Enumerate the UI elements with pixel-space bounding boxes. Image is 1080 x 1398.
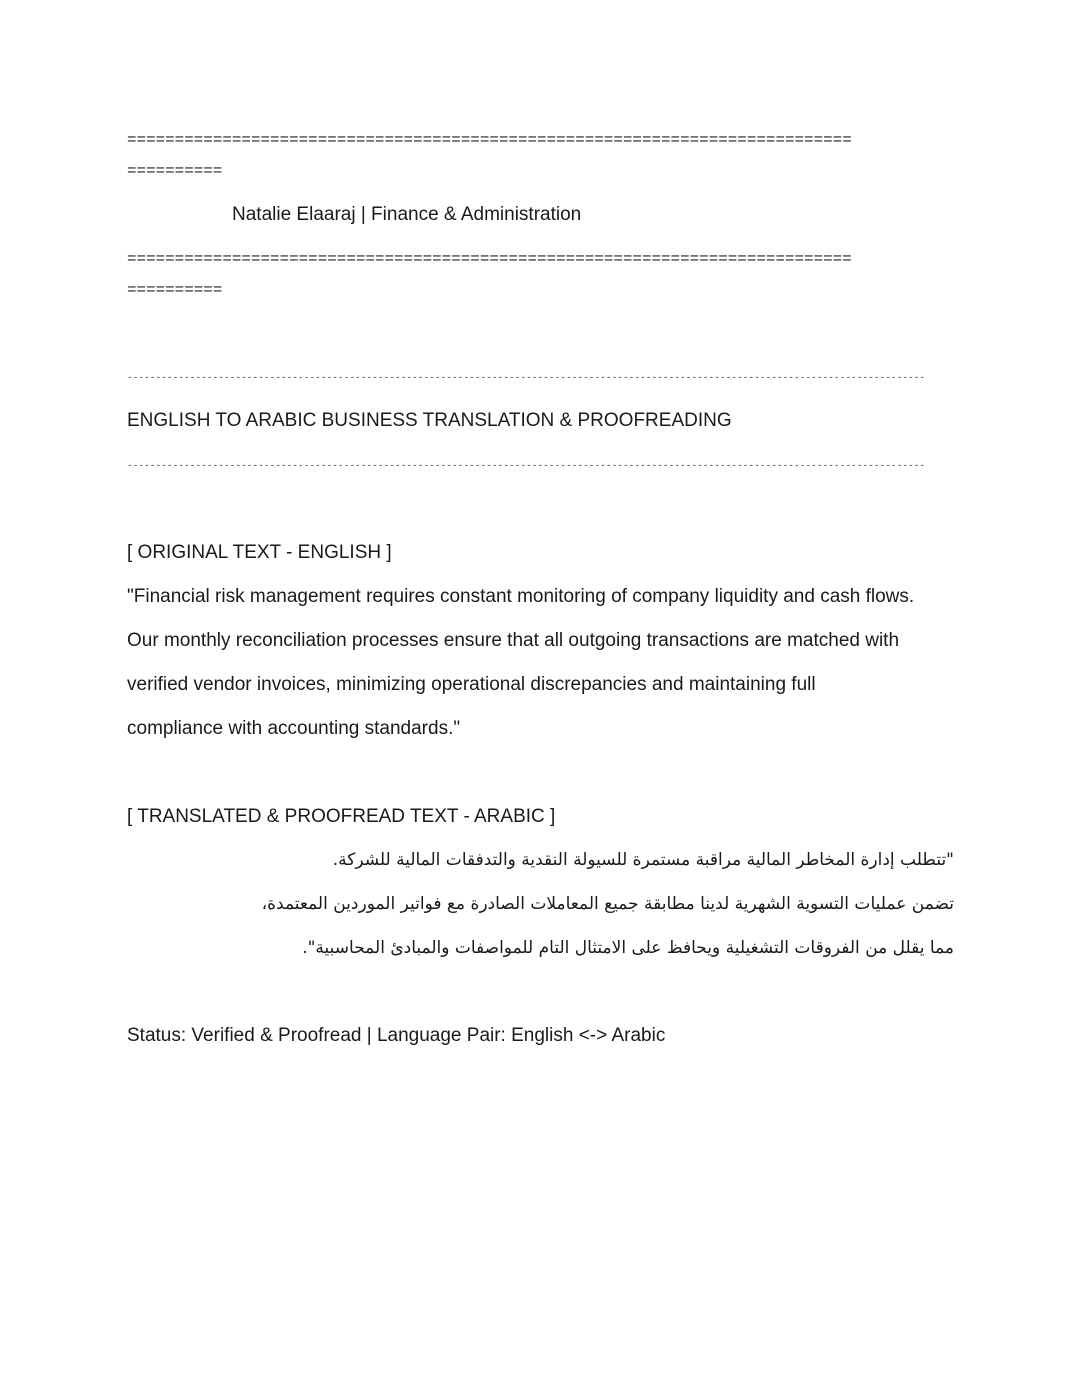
section-dash-top: -------------------------------------------------------------------------------------------------------------------------------------------- [127, 372, 926, 383]
status-line: Status: Verified & Proofread | Language Pair: English <-> Arabic [127, 1025, 666, 1046]
original-line: verified vendor invoices, minimizing operational discrepancies and maintaining full [127, 674, 816, 695]
original-line: compliance with accounting standards." [127, 718, 461, 739]
original-heading: [ ORIGINAL TEXT - ENGLISH ] [127, 542, 392, 563]
header-rule-bottom-1: ============================================================================ [127, 250, 852, 268]
original-line: Our monthly reconciliation processes ensure that all outgoing transactions are matched with [127, 630, 900, 651]
header-rule-bottom-2: ========== [127, 281, 223, 299]
original-line: "Financial risk management requires constant monitoring of company liquidity and cash flows. [127, 586, 915, 607]
author-line: Natalie Elaaraj | Finance & Administration [232, 204, 582, 225]
translated-line: تضمن عمليات التسوية الشهرية لدينا مطابقة جميع المعاملات الصادرة مع فواتير الموردين المعتمدة، [261, 894, 954, 914]
section-dash-bottom: -------------------------------------------------------------------------------------------------------------------------------------------- [127, 460, 926, 471]
translated-line: "تتطلب إدارة المخاطر المالية مراقبة مستمرة للسيولة النقدية والتدفقات المالية للشركة. [332, 850, 954, 870]
section-title: ENGLISH TO ARABIC BUSINESS TRANSLATION & PROOFREADING [127, 410, 732, 431]
header-rule-top-2: ========== [127, 162, 223, 180]
header-rule-top-1: ============================================================================ [127, 131, 852, 149]
translated-line: مما يقلل من الفروقات التشغيلية ويحافظ على الامتثال التام للمواصفات والمبادئ المحاسبية". [302, 938, 954, 958]
translated-heading: [ TRANSLATED & PROOFREAD TEXT - ARABIC ] [127, 806, 556, 827]
